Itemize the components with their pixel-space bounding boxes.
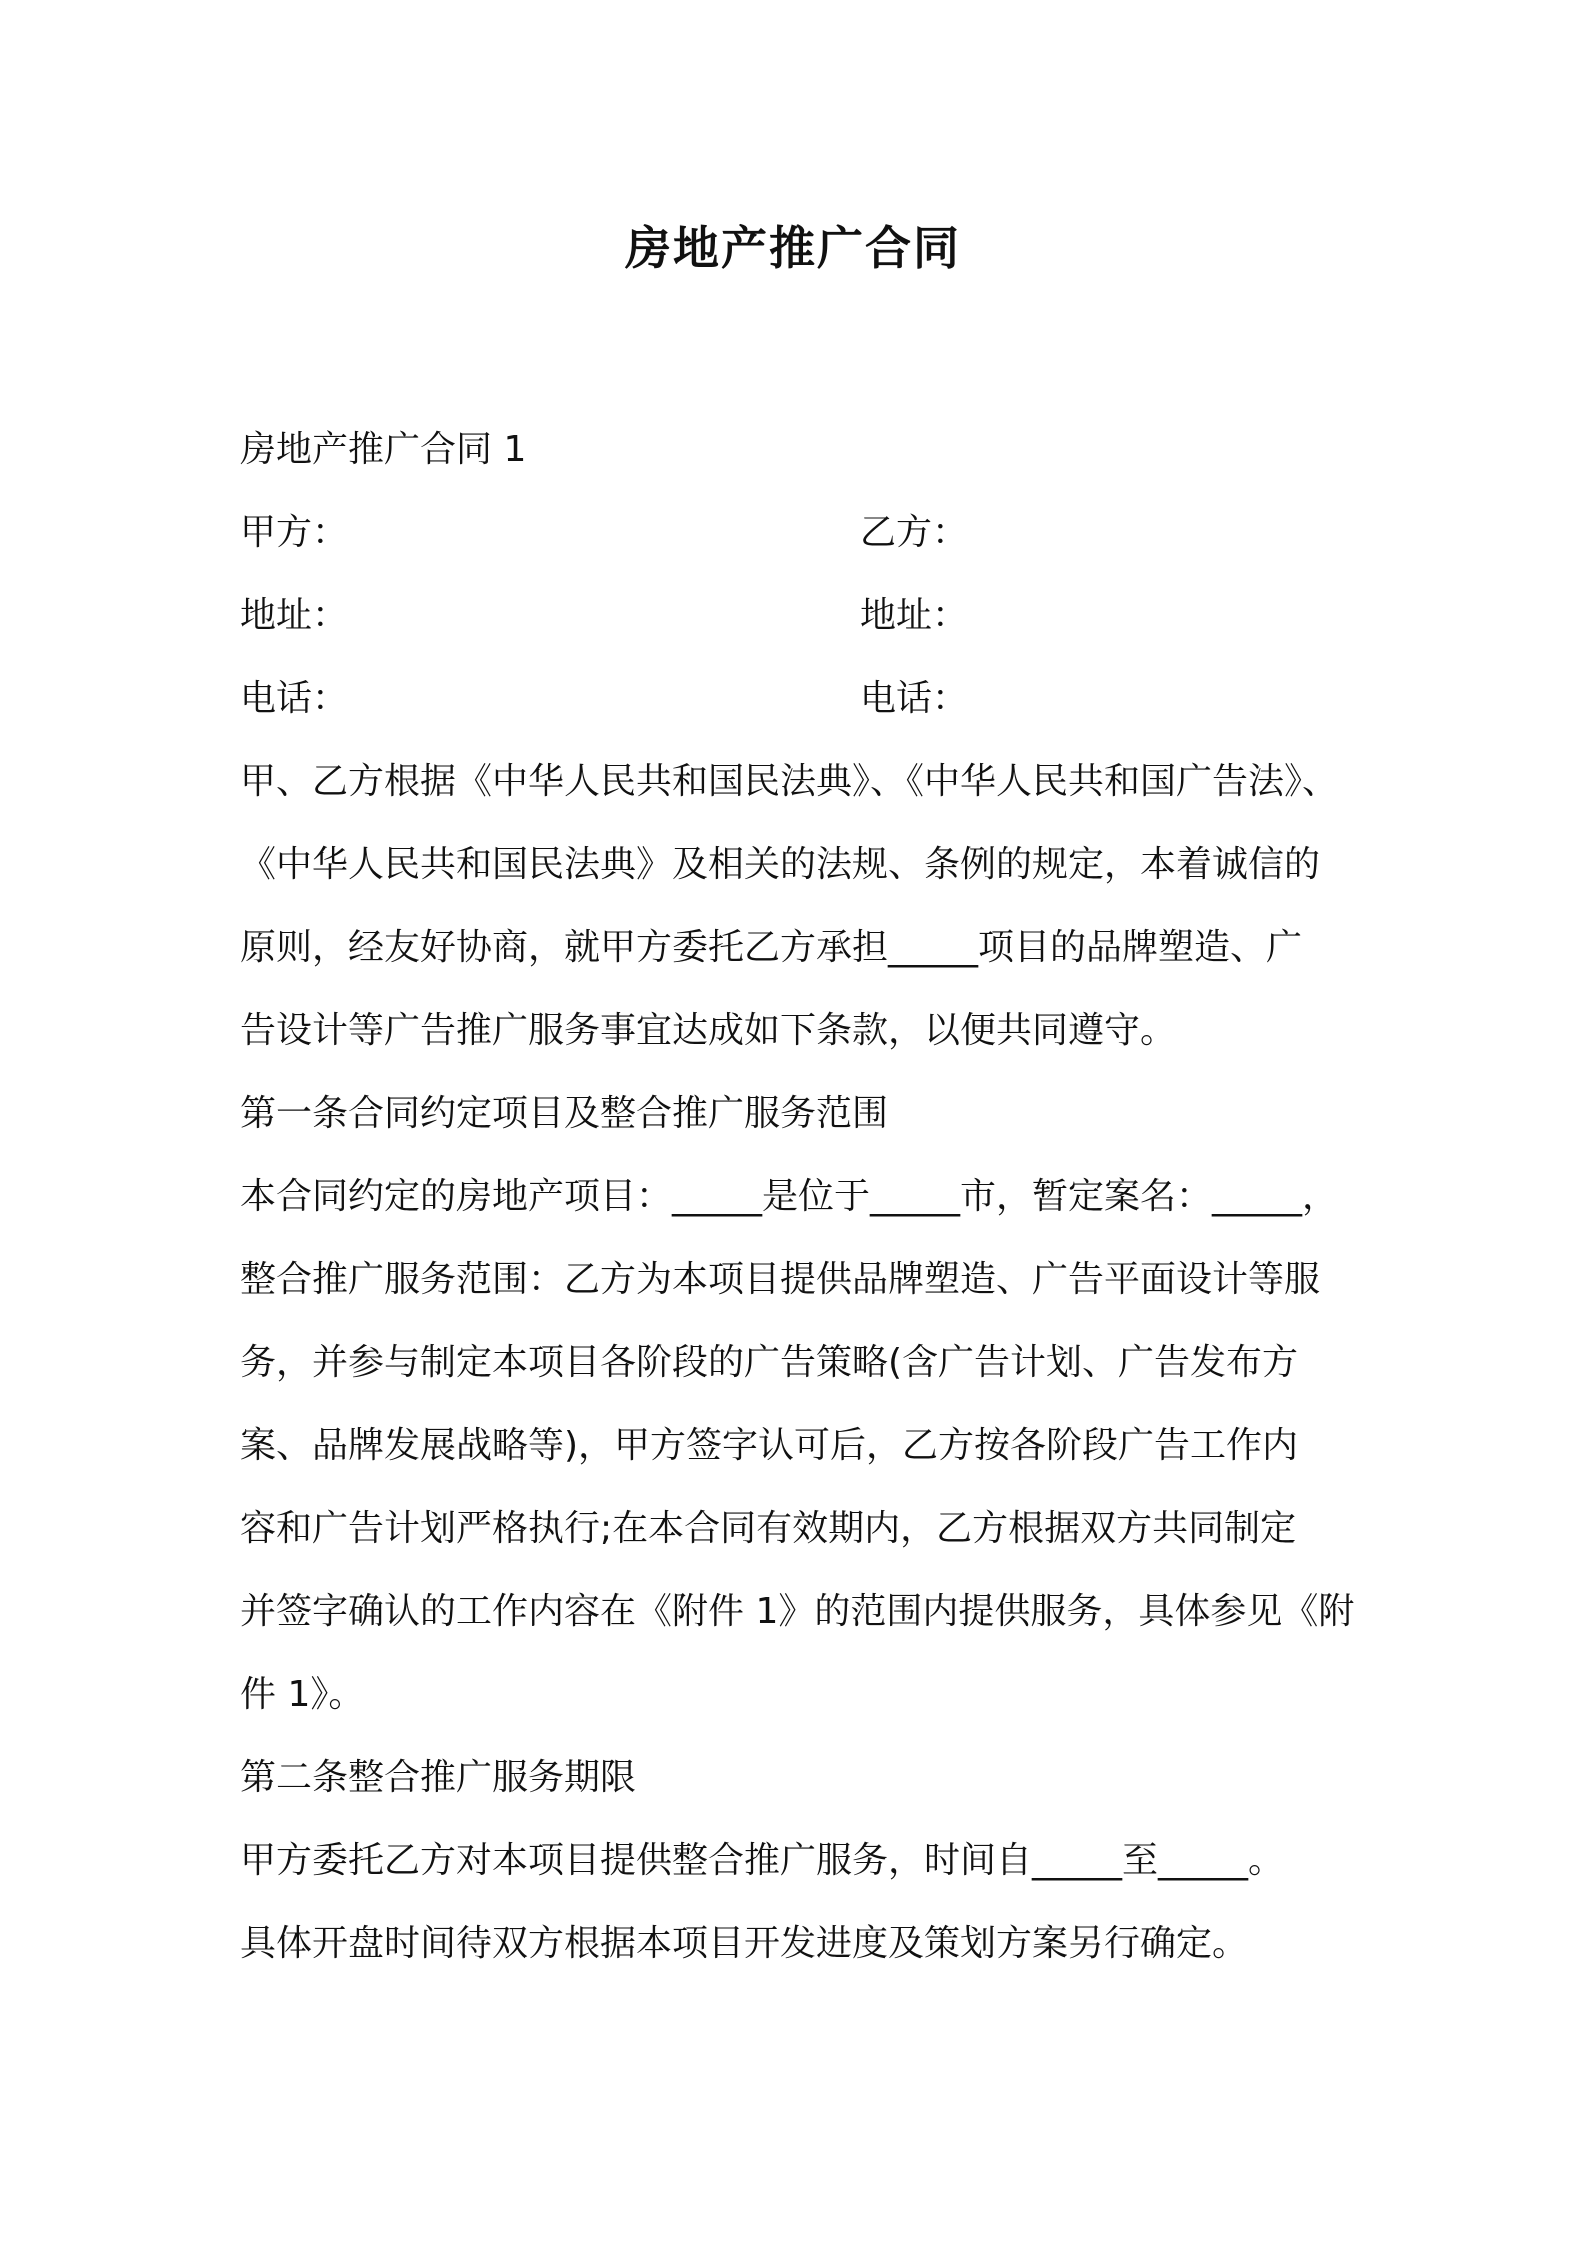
party-row-phone (240, 657, 1360, 740)
party-row-name (240, 491, 1360, 574)
article-1-heading: 第一条合同约定项目及整合推广服务范围 (240, 1093, 889, 1134)
party-a-name-label: 甲方： (240, 512, 349, 553)
article-2-heading: 第二条整合推广服务期限 (240, 1757, 637, 1798)
article-1-line: 容和广告计划严格执行;在本合同有效期内，乙方根据双方共同制定 (240, 1508, 1297, 1549)
article-1-line: 件 1》。 (240, 1674, 365, 1715)
article-1-paragraph (240, 1155, 1360, 1736)
party-a-address-label: 地址： (240, 595, 349, 636)
article-2-line: 具体开盘时间待双方根据本项目开发进度及策划方案另行确定。 (240, 1923, 1249, 1964)
article-2-line: 甲方委托乙方对本项目提供整合推广服务，时间自_____至_____。 (240, 1840, 1285, 1881)
intro-line: 甲、乙方根据《中华人民共和国民法典》、《中华人民共和国广告法》、 (240, 761, 1339, 802)
article-1-line: 案、品牌发展战略等)，甲方签字认可后，乙方按各阶段广告工作内 (240, 1425, 1299, 1466)
article-1-line: 务，并参与制定本项目各阶段的广告策略(含广告计划、广告发布方 (240, 1342, 1299, 1383)
party-a-phone-label: 电话： (240, 678, 349, 719)
document-title: 房地产推广合同 (625, 221, 961, 275)
party-b-phone-label: 电话： (860, 678, 969, 719)
article-1-line: 本合同约定的房地产项目：_____是位于_____市，暂定案名：_____， (240, 1176, 1339, 1217)
party-b-address-label: 地址： (860, 595, 969, 636)
intro-line: 原则，经友好协商，就甲方委托乙方承担_____项目的品牌塑造、广 (240, 927, 1303, 968)
document-body (240, 408, 1360, 1985)
contract-subtitle: 房地产推广合同 1 (240, 429, 527, 470)
party-b-name-label: 乙方： (860, 512, 969, 553)
intro-line: 告设计等广告推广服务事宜达成如下条款，以便共同遵守。 (240, 1010, 1177, 1051)
intro-line: 《中华人民共和国民法典》及相关的法规、条例的规定，本着诚信的 (240, 844, 1321, 885)
party-row-address (240, 574, 1360, 657)
article-1-line: 整合推广服务范围：乙方为本项目提供品牌塑造、广告平面设计等服 (240, 1259, 1321, 1300)
article-2-paragraph (240, 1819, 1360, 1985)
intro-paragraph (240, 740, 1360, 1072)
article-1-line: 并签字确认的工作内容在《附件 1》的范围内提供服务，具体参见《附 (240, 1591, 1355, 1632)
